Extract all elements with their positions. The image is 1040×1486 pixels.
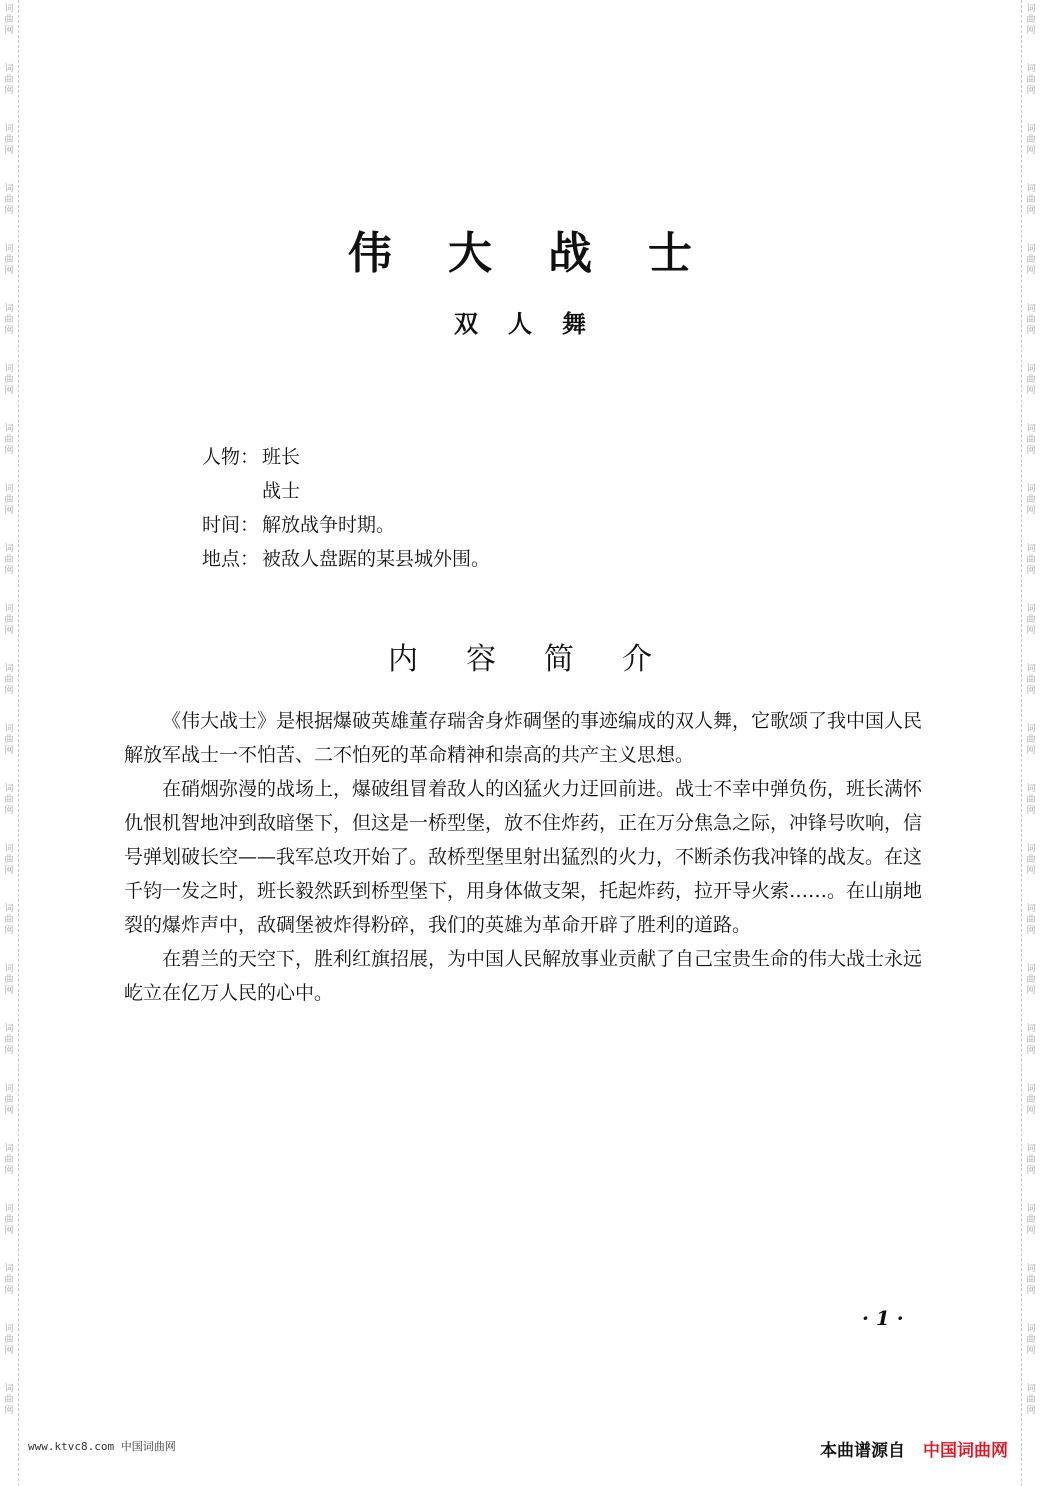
watermark-stack: [2, 1324, 16, 1357]
watermark-stack: [1024, 1144, 1038, 1177]
watermark-stack: [1024, 844, 1038, 877]
page-title: 伟大战士: [348, 228, 748, 279]
watermark-char: 曲: [4, 375, 14, 385]
watermark-char: 网: [1026, 506, 1036, 516]
watermark-char: 曲: [1026, 315, 1036, 325]
watermark-char: 网: [4, 686, 14, 696]
footer-source-site: 中国词曲网: [923, 1441, 1008, 1461]
characters-value-2: 战士: [262, 480, 301, 502]
watermark-char: 网: [1026, 86, 1036, 96]
watermark-stack: [2, 1144, 16, 1177]
watermark-char: 词: [4, 424, 14, 434]
watermark-stack: [2, 64, 16, 97]
watermark-char: 网: [1026, 1166, 1036, 1176]
characters-row-2: [202, 474, 490, 508]
watermark-char: 词: [1026, 544, 1036, 554]
play-info: [202, 440, 490, 576]
watermark-char: 网: [4, 746, 14, 756]
left-watermark-strip: [0, 0, 19, 1486]
watermark-char: 词: [4, 1084, 14, 1094]
watermark-char: 曲: [1026, 435, 1036, 445]
watermark-char: 词: [1026, 844, 1036, 854]
watermark-stack: [1024, 1324, 1038, 1357]
watermark-stack: [2, 1204, 16, 1237]
watermark-char: 网: [1026, 266, 1036, 276]
watermark-char: 曲: [1026, 1275, 1036, 1285]
watermark-char: 词: [1026, 304, 1036, 314]
watermark-stack: [2, 784, 16, 817]
watermark-char: 网: [4, 626, 14, 636]
watermark-char: 曲: [1026, 675, 1036, 685]
watermark-char: 词: [1026, 1144, 1036, 1154]
summary-body: [124, 704, 922, 1010]
watermark-char: 网: [4, 1226, 14, 1236]
watermark-char: 词: [1026, 964, 1036, 974]
right-watermark-strip: [1021, 0, 1040, 1486]
watermark-char: 词: [1026, 1024, 1036, 1034]
watermark-char: 词: [4, 724, 14, 734]
watermark-char: 曲: [4, 975, 14, 985]
watermark-char: 曲: [1026, 135, 1036, 145]
watermark-char: 词: [1026, 124, 1036, 134]
watermark-char: 词: [4, 4, 14, 14]
watermark-char: 曲: [4, 735, 14, 745]
watermark-stack: [2, 724, 16, 757]
time-label: 时间：: [202, 514, 260, 536]
watermark-char: 词: [1026, 904, 1036, 914]
watermark-stack: [1024, 424, 1038, 457]
watermark-char: 曲: [1026, 1215, 1036, 1225]
watermark-stack: [1024, 64, 1038, 97]
watermark-char: 词: [4, 844, 14, 854]
watermark-char: 词: [4, 484, 14, 494]
watermark-stack: [2, 484, 16, 517]
characters-row: [202, 440, 490, 474]
watermark-char: 词: [1026, 244, 1036, 254]
summary-heading: 内容简介: [388, 642, 700, 677]
watermark-stack: [1024, 904, 1038, 937]
watermark-char: 网: [4, 26, 14, 36]
watermark-char: 网: [4, 386, 14, 396]
watermark-char: 词: [1026, 1324, 1036, 1334]
watermark-char: 曲: [1026, 975, 1036, 985]
watermark-char: 曲: [4, 615, 14, 625]
watermark-char: 网: [4, 206, 14, 216]
watermark-char: 词: [4, 304, 14, 314]
watermark-char: 词: [1026, 1204, 1036, 1214]
summary-paragraph: 《伟大战士》是根据爆破英雄董存瑞舍身炸碉堡的事迹编成的双人舞，它歌颂了我中国人民解放军战士一不怕苦、二不怕死的革命精神和崇高的共产主义思想。: [124, 710, 923, 766]
watermark-char: 曲: [4, 135, 14, 145]
summary-paragraph: 在硝烟弥漫的战场上，爆破组冒着敌人的凶猛火力迂回前进。战士不幸中弹负伤，班长满怀仇恨机智地冲到敌暗堡下，但这是一桥型堡，放不住炸药，正在万分焦急之际，冲锋号吹响，信号弹划破长空——我军总攻开始了。敌桥型堡里射出猛烈的火力，不断杀伤我冲锋的战友。在这千钧一发之时，班长毅然跃到桥型堡下，用身体做支架，托起炸药，拉开导火索……。在山崩地裂的爆炸声中，敌碉堡被炸得粉碎，我们的英雄为革命开辟了胜利的道路。: [124, 778, 923, 936]
watermark-char: 网: [1026, 626, 1036, 636]
watermark-char: 网: [4, 926, 14, 936]
watermark-char: 曲: [1026, 255, 1036, 265]
watermark-stack: [1024, 1084, 1038, 1117]
watermark-char: 网: [1026, 386, 1036, 396]
watermark-char: 曲: [1026, 1035, 1036, 1045]
characters-value-1: 班长: [262, 446, 301, 468]
watermark-stack: [2, 1264, 16, 1297]
watermark-char: 词: [4, 124, 14, 134]
watermark-char: 曲: [4, 315, 14, 325]
watermark-stack: [1024, 964, 1038, 997]
watermark-char: 词: [1026, 364, 1036, 374]
watermark-stack: [1024, 544, 1038, 577]
watermark-stack: [2, 1384, 16, 1417]
watermark-char: 曲: [1026, 375, 1036, 385]
watermark-char: 网: [1026, 26, 1036, 36]
watermark-char: 词: [4, 1384, 14, 1394]
watermark-char: 词: [1026, 1084, 1036, 1094]
watermark-char: 曲: [4, 795, 14, 805]
watermark-char: 曲: [1026, 1335, 1036, 1345]
watermark-char: 网: [1026, 1226, 1036, 1236]
watermark-stack: [2, 364, 16, 397]
watermark-char: 网: [4, 866, 14, 876]
watermark-char: 词: [4, 1144, 14, 1154]
watermark-char: 曲: [1026, 1155, 1036, 1165]
watermark-char: 曲: [1026, 1395, 1036, 1405]
watermark-char: 词: [1026, 784, 1036, 794]
watermark-char: 网: [1026, 446, 1036, 456]
watermark-char: 词: [4, 244, 14, 254]
watermark-char: 曲: [1026, 495, 1036, 505]
watermark-char: 词: [4, 544, 14, 554]
watermark-char: 网: [1026, 146, 1036, 156]
watermark-stack: [2, 124, 16, 157]
watermark-char: 词: [1026, 664, 1036, 674]
watermark-char: 曲: [4, 1155, 14, 1165]
watermark-char: 曲: [4, 855, 14, 865]
watermark-char: 曲: [4, 675, 14, 685]
watermark-char: 网: [4, 266, 14, 276]
watermark-stack: [2, 424, 16, 457]
watermark-char: 词: [1026, 184, 1036, 194]
footer-source-label: 本曲谱源自: [820, 1441, 905, 1461]
watermark-char: 网: [4, 1286, 14, 1296]
watermark-char: 词: [4, 964, 14, 974]
watermark-stack: [1024, 604, 1038, 637]
page-number: · 1 ·: [862, 1306, 904, 1330]
watermark-char: 曲: [1026, 915, 1036, 925]
page-subtitle: 双人舞: [454, 310, 616, 338]
watermark-char: 网: [4, 1166, 14, 1176]
watermark-stack: [2, 184, 16, 217]
watermark-char: 词: [1026, 604, 1036, 614]
watermark-char: 词: [1026, 424, 1036, 434]
watermark-char: 网: [4, 1406, 14, 1416]
watermark-stack: [2, 4, 16, 37]
watermark-char: 词: [4, 1024, 14, 1034]
watermark-char: 网: [4, 506, 14, 516]
watermark-char: 网: [4, 86, 14, 96]
watermark-char: 曲: [1026, 15, 1036, 25]
watermark-stack: [1024, 4, 1038, 37]
watermark-char: 词: [4, 1324, 14, 1334]
watermark-char: 网: [1026, 206, 1036, 216]
watermark-char: 网: [4, 1346, 14, 1356]
watermark-stack: [1024, 1384, 1038, 1417]
watermark-stack: [1024, 784, 1038, 817]
watermark-stack: [1024, 184, 1038, 217]
watermark-char: 网: [4, 806, 14, 816]
watermark-char: 曲: [4, 435, 14, 445]
watermark-char: 网: [1026, 1106, 1036, 1116]
watermark-char: 词: [4, 1264, 14, 1274]
watermark-char: 词: [4, 604, 14, 614]
watermark-char: 词: [1026, 1264, 1036, 1274]
watermark-char: 网: [1026, 986, 1036, 996]
watermark-char: 曲: [1026, 855, 1036, 865]
place-row: [202, 542, 490, 576]
time-row: [202, 508, 490, 542]
watermark-char: 词: [1026, 484, 1036, 494]
watermark-char: 曲: [4, 495, 14, 505]
watermark-stack: [2, 544, 16, 577]
characters-label: 人物：: [202, 446, 260, 468]
watermark-char: 曲: [4, 1035, 14, 1045]
watermark-char: 网: [4, 326, 14, 336]
watermark-stack: [2, 844, 16, 877]
watermark-char: 曲: [4, 195, 14, 205]
watermark-char: 曲: [1026, 795, 1036, 805]
watermark-char: 网: [4, 146, 14, 156]
watermark-char: 词: [4, 784, 14, 794]
watermark-char: 网: [1026, 566, 1036, 576]
watermark-char: 曲: [1026, 195, 1036, 205]
watermark-char: 曲: [4, 75, 14, 85]
watermark-stack: [1024, 124, 1038, 157]
watermark-char: 网: [4, 446, 14, 456]
watermark-char: 网: [1026, 326, 1036, 336]
watermark-char: 曲: [1026, 1095, 1036, 1105]
watermark-stack: [1024, 364, 1038, 397]
watermark-char: 词: [4, 664, 14, 674]
summary-paragraph: 在碧兰的天空下，胜利红旗招展，为中国人民解放事业贡献了自己宝贵生命的伟大战士永远屹立在亿万人民的心中。: [124, 948, 923, 1004]
watermark-char: 曲: [4, 1275, 14, 1285]
watermark-char: 曲: [1026, 75, 1036, 85]
watermark-char: 曲: [4, 1095, 14, 1105]
watermark-stack: [1024, 484, 1038, 517]
watermark-stack: [2, 1084, 16, 1117]
watermark-char: 网: [1026, 806, 1036, 816]
watermark-char: 曲: [4, 255, 14, 265]
place-value: 被敌人盘踞的某县城外围。: [262, 548, 491, 570]
watermark-char: 网: [4, 1106, 14, 1116]
watermark-stack: [2, 1024, 16, 1057]
watermark-char: 网: [1026, 866, 1036, 876]
watermark-char: 词: [4, 1204, 14, 1214]
watermark-char: 网: [1026, 746, 1036, 756]
watermark-char: 曲: [4, 1335, 14, 1345]
watermark-char: 网: [1026, 1346, 1036, 1356]
watermark-char: 词: [1026, 724, 1036, 734]
watermark-stack: [2, 604, 16, 637]
watermark-stack: [1024, 1024, 1038, 1057]
watermark-char: 网: [1026, 1046, 1036, 1056]
watermark-char: 曲: [4, 15, 14, 25]
watermark-char: 词: [4, 904, 14, 914]
watermark-char: 曲: [1026, 735, 1036, 745]
watermark-char: 词: [4, 364, 14, 374]
time-value: 解放战争时期。: [262, 514, 396, 536]
watermark-char: 网: [1026, 1406, 1036, 1416]
watermark-stack: [2, 904, 16, 937]
watermark-char: 网: [1026, 686, 1036, 696]
watermark-char: 词: [4, 64, 14, 74]
watermark-char: 曲: [1026, 615, 1036, 625]
watermark-char: 网: [4, 986, 14, 996]
watermark-stack: [2, 964, 16, 997]
watermark-char: 网: [4, 1046, 14, 1056]
watermark-char: 词: [1026, 4, 1036, 14]
footer-url: www.ktvc8.com 中国词曲网: [28, 1440, 176, 1453]
watermark-char: 词: [4, 184, 14, 194]
footer-source: [820, 1436, 1008, 1461]
watermark-stack: [1024, 1264, 1038, 1297]
watermark-stack: [1024, 1204, 1038, 1237]
watermark-char: 曲: [4, 555, 14, 565]
watermark-char: 曲: [4, 915, 14, 925]
watermark-char: 网: [1026, 1286, 1036, 1296]
place-label: 地点：: [202, 548, 260, 570]
watermark-char: 网: [4, 566, 14, 576]
watermark-char: 曲: [4, 1215, 14, 1225]
watermark-char: 曲: [1026, 555, 1036, 565]
watermark-char: 词: [1026, 64, 1036, 74]
watermark-char: 网: [1026, 926, 1036, 936]
watermark-char: 词: [1026, 1384, 1036, 1394]
watermark-stack: [1024, 724, 1038, 757]
watermark-char: 曲: [4, 1395, 14, 1405]
